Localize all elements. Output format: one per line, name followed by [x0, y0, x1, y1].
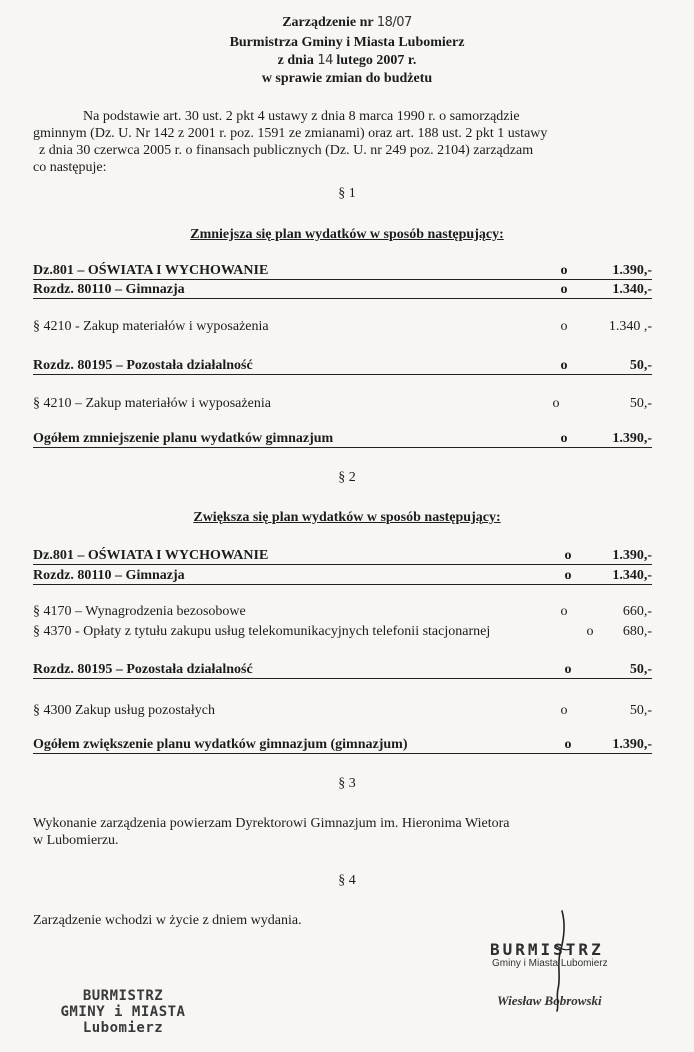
- row-marker: o: [560, 319, 568, 334]
- row-label: § 4370 - Opłaty z tytułu zakupu usług telekomunikacyjnych telefonii stacjonarnej: [33, 624, 491, 639]
- row-amount: 1.390,-: [612, 548, 652, 563]
- section-title: Zwiększa się plan wydatków w sposób następujący:: [193, 510, 501, 525]
- row-label: Ogółem zwiększenie planu wydatków gimnazjum (gimnazjum): [33, 737, 408, 752]
- row-amount: 1.340 ,-: [608, 319, 652, 334]
- section-mark: § 2: [338, 470, 356, 485]
- row-marker: o: [560, 431, 568, 446]
- handwritten-number: 18/07: [376, 15, 412, 30]
- intro-paragraph: [33, 108, 643, 176]
- row-amount: 1.390,-: [612, 431, 652, 446]
- paragraph-line: Wykonanie zarządzenia powierzam Dyrektorowi Gimnazjum im. Hieronima Wietora: [33, 816, 510, 831]
- section-mark: § 4: [338, 873, 356, 888]
- date-prefix: z dnia: [277, 53, 314, 68]
- stamp-line: Lubomierz: [82, 1020, 164, 1036]
- section-mark: § 1: [338, 186, 356, 201]
- row-marker: o: [564, 737, 572, 752]
- section3-text: [33, 815, 643, 849]
- row-label: Dz.801 – OŚWIATA I WYCHOWANIE: [33, 263, 269, 278]
- row-amount: 660,-: [622, 604, 652, 619]
- row-marker: o: [560, 604, 568, 619]
- row-marker: o: [560, 703, 568, 718]
- table-row: [33, 430, 652, 448]
- row-marker: o: [560, 358, 568, 373]
- table-row: [33, 567, 652, 585]
- row-label: Rozdz. 80195 – Pozostała działalność: [33, 358, 253, 373]
- table-row: [33, 281, 652, 299]
- row-label: Dz.801 – OŚWIATA I WYCHOWANIE: [33, 548, 269, 563]
- document-date: [0, 52, 694, 70]
- row-label: Rozdz. 80110 – Gimnazja: [33, 282, 185, 297]
- row-label: § 4210 – Zakup materiałów i wyposażenia: [33, 396, 271, 411]
- table-row: [33, 603, 652, 620]
- row-amount: 1.390,-: [612, 263, 652, 278]
- section-title: Zmniejsza się plan wydatków w sposób następujący:: [190, 227, 504, 242]
- date-suffix: lutego 2007 r.: [336, 53, 417, 68]
- row-marker: o: [564, 548, 572, 563]
- row-amount: 680,-: [622, 624, 652, 639]
- table-row: [33, 661, 652, 679]
- row-marker: o: [552, 396, 560, 411]
- document-subject: w sprawie zmian do budżetu: [261, 71, 433, 86]
- stamp-line: BURMISTRZ: [82, 988, 164, 1004]
- row-label: Rozdz. 80110 – Gimnazja: [33, 568, 185, 583]
- table-row: [33, 623, 652, 640]
- row-amount: 1.340,-: [612, 568, 652, 583]
- signature-mark: [540, 905, 580, 1015]
- table-row: [33, 547, 652, 565]
- table-row: [33, 318, 652, 335]
- row-amount: 1.340,-: [612, 282, 652, 297]
- row-amount: 50,-: [629, 662, 652, 677]
- table-row: [33, 262, 652, 280]
- issuer: Burmistrza Gminy i Miasta Lubomierz: [229, 35, 465, 50]
- row-marker: o: [560, 263, 568, 278]
- stamp-right-title: BURMISTRZ: [490, 940, 604, 959]
- row-label: Rozdz. 80195 – Pozostała działalność: [33, 662, 253, 677]
- row-amount: 50,-: [629, 396, 652, 411]
- row-label: § 4210 - Zakup materiałów i wyposażenia: [33, 319, 269, 334]
- section4-text: Zarządzenie wchodzi w życie z dniem wydania.: [33, 913, 302, 928]
- stamp-right-subtitle: Gminy i Miasta Lubomierz: [492, 958, 608, 969]
- row-label: § 4300 Zakup usług pozostałych: [33, 703, 215, 718]
- handwritten-day: 14: [317, 53, 333, 68]
- table-row: [33, 357, 652, 375]
- intro-line: co następuje:: [33, 160, 107, 175]
- row-label: Ogółem zmniejszenie planu wydatków gimnazjum: [33, 431, 334, 446]
- row-marker: o: [586, 624, 594, 639]
- row-amount: 50,-: [629, 703, 652, 718]
- stamp-left: [48, 988, 198, 1036]
- title-prefix: Zarządzenie nr: [282, 15, 374, 30]
- intro-line: z dnia 30 czerwca 2005 r. o finansach publicznych (Dz. U. nr 249 poz. 2104) zarządzam: [39, 143, 534, 158]
- document-title: [0, 14, 694, 32]
- table-row: [33, 395, 652, 412]
- intro-line: gminnym (Dz. U. Nr 142 z 2001 r. poz. 1591 ze zmianami) oraz art. 188 ust. 2 pkt 1 ustawy: [33, 126, 548, 141]
- row-amount: 1.390,-: [612, 737, 652, 752]
- row-marker: o: [560, 282, 568, 297]
- intro-line: Na podstawie art. 30 ust. 2 pkt 4 ustawy z dnia 8 marca 1990 r. o samorządzie: [83, 109, 520, 124]
- paragraph-line: w Lubomierzu.: [33, 833, 119, 848]
- row-amount: 50,-: [629, 358, 652, 373]
- row-marker: o: [564, 568, 572, 583]
- table-row: [33, 702, 652, 719]
- stamp-line: GMINY i MIASTA: [60, 1004, 186, 1020]
- table-row: [33, 736, 652, 754]
- section-mark: § 3: [338, 776, 356, 791]
- row-label: § 4170 – Wynagrodzenia bezosobowe: [33, 604, 246, 619]
- row-marker: o: [564, 662, 572, 677]
- stamp-right-name: Wiesław Bobrowski: [497, 993, 602, 1008]
